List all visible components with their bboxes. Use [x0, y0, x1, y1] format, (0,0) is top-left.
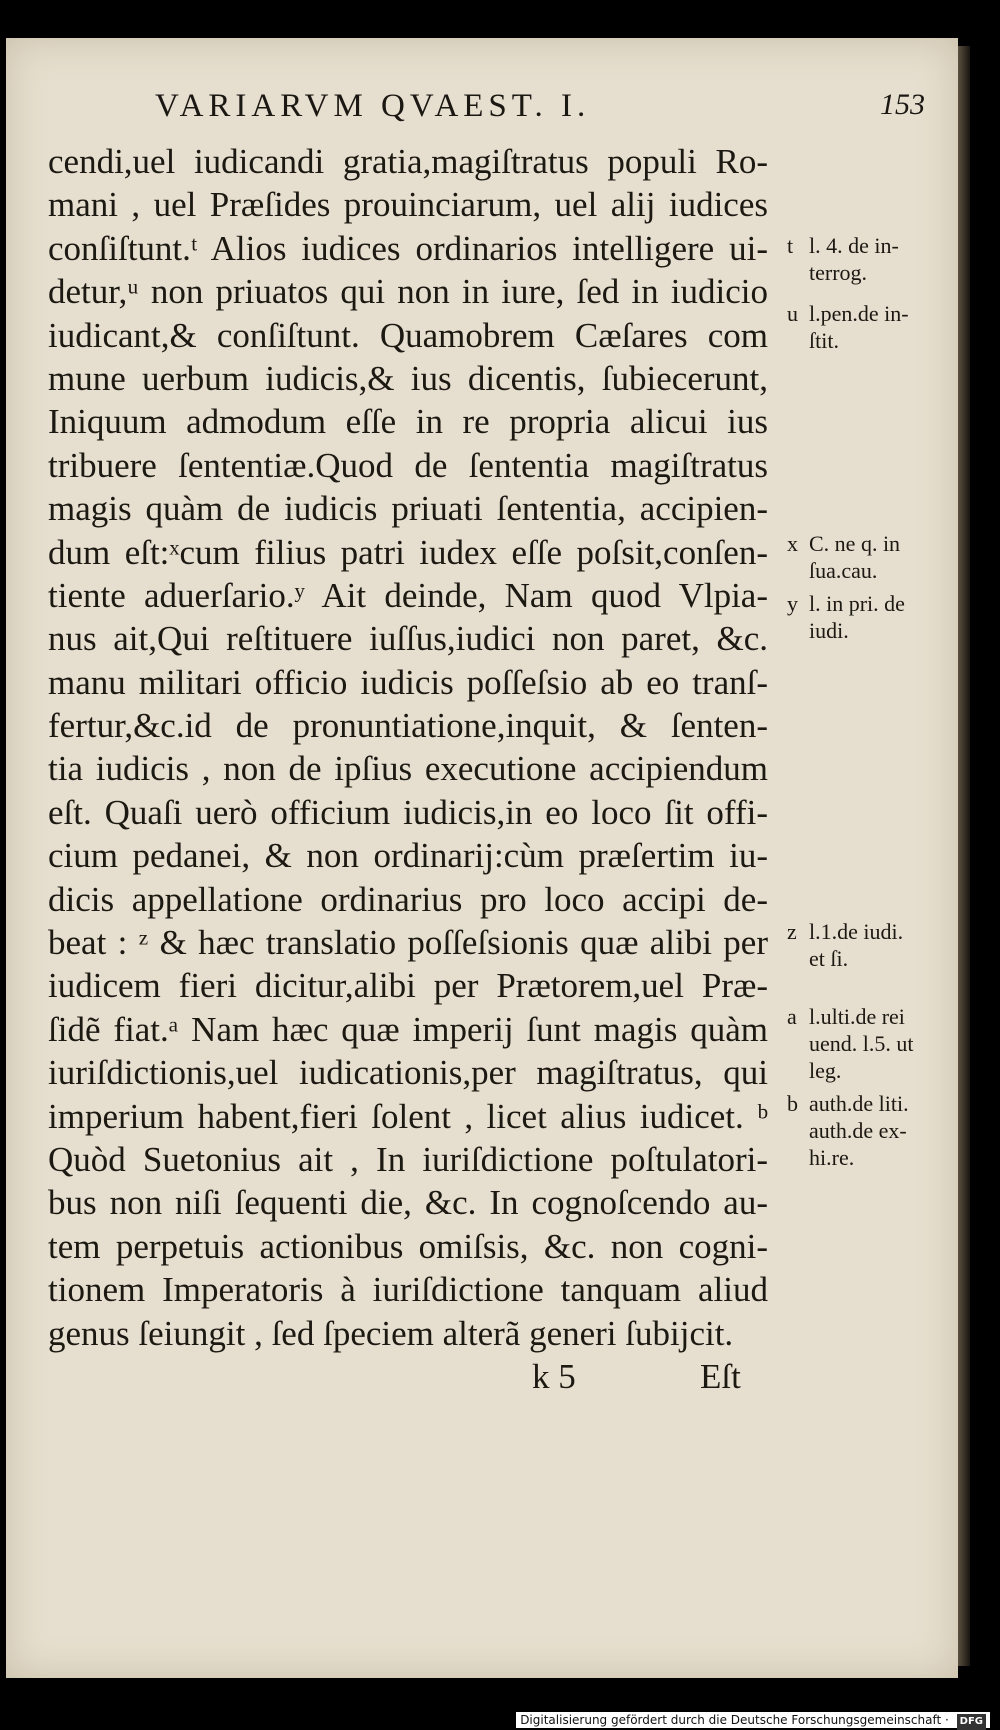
marginal-note — [787, 530, 900, 584]
text-line: tionem Imperatoris à iuriſdictione tanquam aliud — [48, 1270, 768, 1310]
body-text — [48, 140, 768, 1355]
text-line: dum eſt:ˣcum filius patri iudex eſſe poſsit,conſen- — [48, 532, 768, 572]
marginal-note — [787, 918, 903, 972]
text-line: dicis appellatione ordinarius pro loco accipi de- — [48, 879, 768, 919]
text-line: iudicem fieri dicitur,alibi per Prætorem,uel Præ- — [48, 966, 768, 1006]
text-line: manu militari officio iudicis poſſeſsio ab eo tranſ- — [48, 662, 768, 702]
text-line: mani , uel Præſides prouinciarum, uel alij iudices — [48, 185, 768, 225]
note-line: l. 4. de in- — [809, 233, 899, 258]
note-mark: u — [787, 301, 798, 326]
note-mark: t — [787, 233, 794, 258]
text-line: beat : ᶻ & hæc translatio poſſeſsionis quæ alibi per — [48, 923, 768, 963]
text-line: cendi,uel iudicandi gratia,magiſtratus populi Ro- — [48, 142, 768, 181]
text-line: tiente aduerſario.ʸ Ait deinde, Nam quod Vlpia- — [48, 575, 768, 615]
text-line: tia iudicis , non de ipſius executione accipiendum — [48, 749, 768, 789]
text-line: imperium habent,fieri ſolent , licet alius iudicet. ᵇ — [48, 1096, 768, 1136]
note-line: leg. — [809, 1058, 842, 1083]
page-header — [155, 88, 945, 128]
text-line: eſt. Quaſi uerò officium iudicis,in eo loco ſit offi- — [48, 792, 768, 832]
text-line: mune uerbum iudicis,& ius dicentis, ſubiecerunt, — [48, 358, 768, 398]
note-line: l.1.de iudi. — [809, 919, 904, 944]
marginal-note — [787, 300, 909, 354]
note-line: hi.re. — [809, 1145, 855, 1170]
signature-mark: k 5 — [532, 1357, 576, 1396]
text-line: genus ſeiungit , ſed ſpeciem alterã generi ſubijcit. — [48, 1313, 734, 1353]
note-mark: x — [787, 531, 798, 556]
note-line: ſua.cau. — [809, 558, 878, 583]
note-line: auth.de ex- — [809, 1118, 907, 1143]
text-line: ſidẽ fiat.ᵃ Nam hæc quæ imperij ſunt magis quàm — [48, 1009, 768, 1049]
note-line: l.ulti.de rei — [809, 1004, 905, 1029]
text-line: fertur,&c.id de pronuntiatione,inquit, & ſenten- — [48, 706, 768, 746]
note-line: C. ne q. in — [809, 531, 901, 556]
text-line: Quòd Suetonius ait , In iuriſdictione poſtulatori- — [48, 1139, 768, 1179]
marginal-note — [787, 1090, 909, 1171]
text-line: tribuere ſententiæ.Quod de ſententia magiſtratus — [48, 445, 768, 485]
text-line: magis quàm de iudicis priuati ſententia, accipien- — [48, 489, 768, 529]
marginal-note — [787, 1003, 914, 1084]
page-number: 153 — [880, 88, 925, 121]
text-line: iuriſdictionis,uel iudicationis,per magiſtratus, qui — [48, 1053, 768, 1093]
text-line: nus ait,Qui reſtituere iuſſus,iudici non paret, &c. — [48, 619, 768, 659]
note-line: ſtit. — [809, 328, 839, 353]
catchword-line — [48, 1357, 768, 1401]
marginal-note — [787, 590, 905, 644]
note-line: l.pen.de in- — [809, 301, 909, 326]
note-mark: y — [787, 591, 798, 616]
catchword: Eſt — [700, 1357, 741, 1396]
text-line: tem perpetuis actionibus omiſsis, &c. non cogni- — [48, 1226, 768, 1266]
note-mark: a — [787, 1004, 797, 1029]
digitization-footer — [516, 1712, 990, 1728]
text-line: detur,ᵘ non priuatos qui non in iure, ſed in iudicio — [48, 272, 768, 312]
note-mark: b — [787, 1091, 798, 1116]
text-line: conſiſtunt.ᵗ Alios iudices ordinarios intelligere ui- — [48, 228, 768, 268]
text-line: Iniquum admodum eſſe in re propria alicui ius — [48, 402, 768, 442]
note-line: terrog. — [809, 260, 868, 285]
dfg-logo: DFG — [957, 1714, 986, 1730]
note-mark: z — [787, 919, 797, 944]
marginal-note — [787, 232, 899, 286]
note-line: iudi. — [809, 618, 849, 643]
note-line: et ſi. — [809, 946, 849, 971]
text-line: cium pedanei, & non ordinarij:cùm præſertim iu- — [48, 836, 768, 876]
page-edge — [958, 46, 970, 1666]
text-line: iudicant,& conſiſtunt. Quamobrem Cæſares com — [48, 315, 768, 355]
footer-credit: Digitalisierung gefördert durch die Deutsche Forschungsgemeinschaft · — [520, 1713, 949, 1727]
note-line: auth.de liti. — [809, 1091, 909, 1116]
text-line: bus non niſi ſequenti die, &c. In cognoſcendo au- — [48, 1183, 768, 1223]
note-line: l. in pri. de — [809, 591, 905, 616]
note-line: uend. l.5. ut — [809, 1031, 914, 1056]
running-title: VARIARVM QVAEST. I. — [155, 88, 591, 124]
